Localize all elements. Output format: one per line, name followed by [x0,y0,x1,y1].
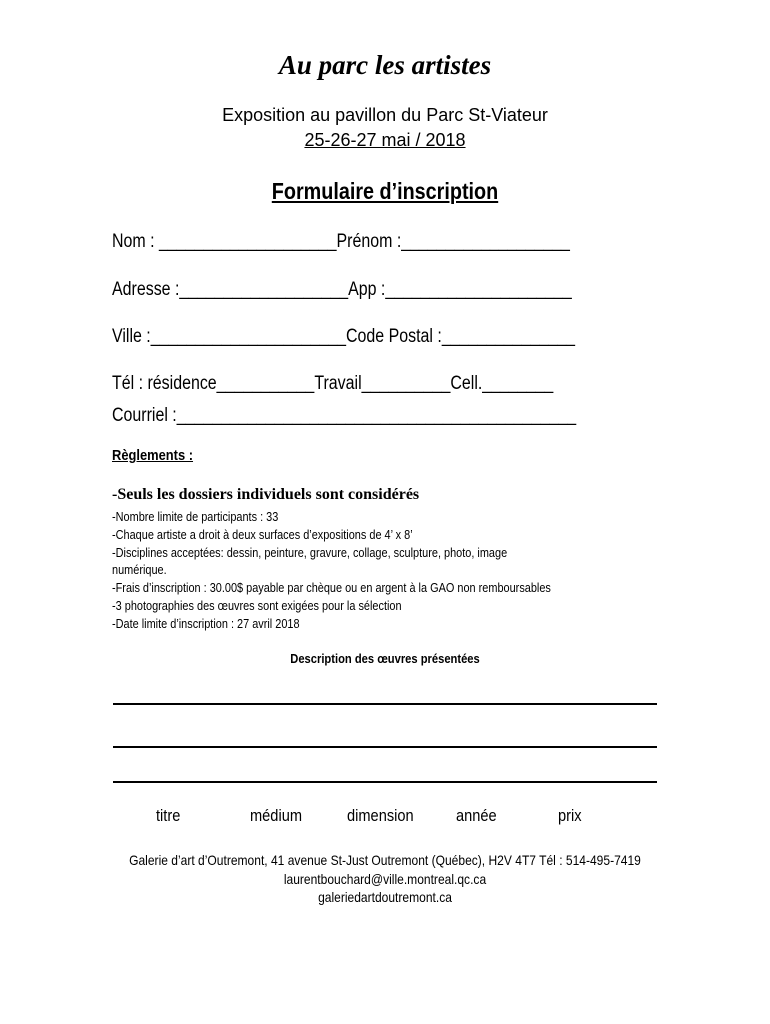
email-field-line: Courriel :_____________________________________________ [112,405,577,426]
footer-address: Galerie d’art d’Outremont, 41 avenue St-Just Outremont (Québec), H2V 4T7 Tél : 514-495-7419 [129,852,641,868]
works-description-title: Description des œuvres présentées [290,651,480,666]
city-field-line: Ville :______________________Code Postal :_______________ [112,326,575,347]
phone-field-line: Tél : résidence___________Travail__________Cell.________ [112,373,554,394]
rule-item: -Frais d’inscription : 30.00$ payable par chèque ou en argent à la GAO non remboursables [112,580,551,595]
footer-website: galeriedartdoutremont.ca [318,889,452,905]
rule-item: numérique. [112,562,167,577]
description-write-line [113,781,657,783]
column-title: titre [156,806,181,825]
exhibition-dates: 25-26-27 mai / 2018 [304,130,466,150]
exhibition-subtitle: Exposition au pavillon du Parc St-Viateur [222,105,548,125]
column-dimension: dimension [347,806,414,825]
address-field-line: Adresse :___________________App :_____________________ [112,279,572,300]
footer-email: laurentbouchard@ville.montreal.qc.ca [283,871,487,887]
rule-item: -3 photographies des œuvres sont exigées pour la sélection [112,598,402,613]
rules-heading: Règlements : [112,447,194,464]
rule-item: -Disciplines acceptées: dessin, peinture, gravure, collage, sculpture, photo, image [112,545,508,560]
form-heading: Formulaire d’inscription [271,178,499,204]
rule-item: -Date limite d’inscription : 27 avril 2018 [112,616,300,631]
description-write-line [113,703,657,705]
rules-lead: -Seuls les dossiers individuels sont considérés [112,486,420,503]
column-medium: médium [250,806,303,825]
page-title: Au parc les artistes [278,50,492,80]
description-write-line [113,746,657,748]
column-year: année [456,806,497,825]
rule-item: -Chaque artiste a droit à deux surfaces d’expositions de 4’ x 8’ [112,527,413,542]
column-price: prix [558,806,582,825]
name-field-line: Nom : ____________________Prénom :___________________ [112,231,570,252]
rule-item: -Nombre limite de participants : 33 [112,509,279,524]
